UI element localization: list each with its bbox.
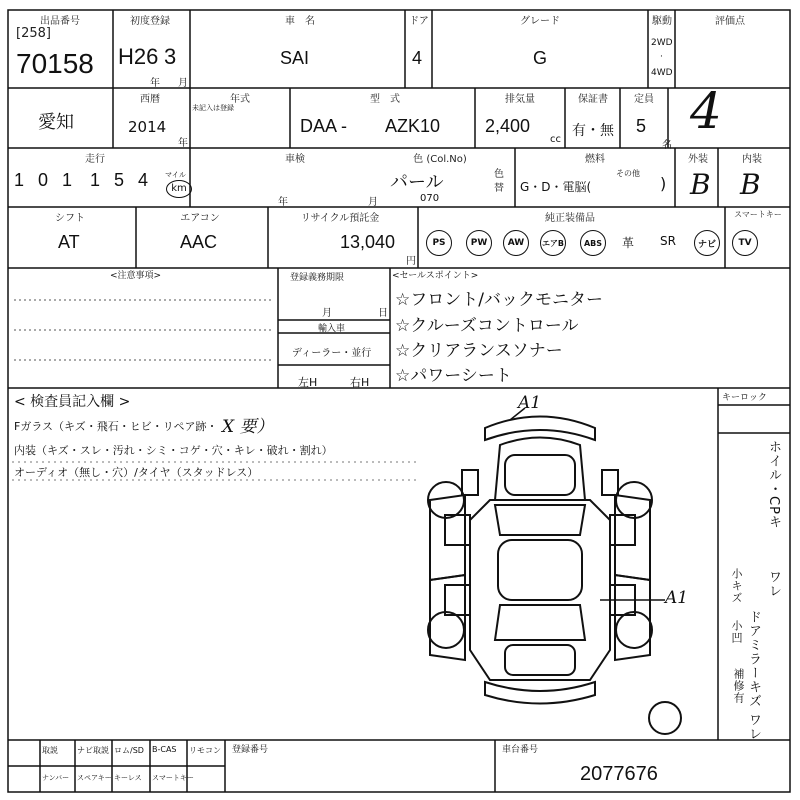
keyless-header: スマートキー — [728, 209, 788, 220]
capacity-unit: 名 — [662, 140, 672, 151]
month-unit: 月 — [178, 78, 188, 89]
chassis-number: 2077676 — [580, 763, 658, 785]
reg-number-label: 登録番号 — [232, 745, 269, 755]
reg-month: 3 — [164, 44, 177, 69]
mileage-digit: 5 — [114, 170, 125, 190]
side-note: 小キズ — [730, 568, 743, 604]
mileage-digit: 0 — [38, 170, 49, 190]
shift-header: シフト — [45, 209, 95, 224]
interior-grade: B — [740, 168, 761, 201]
footer-cell: B-CAS — [152, 745, 177, 754]
recycle-unit: 円 — [406, 256, 416, 267]
footer-cell: ロム/SD — [114, 746, 144, 755]
footer-cell: スペアキー — [77, 774, 112, 782]
lot-prefix: [258] — [16, 26, 51, 41]
drive-2wd: 2WD — [651, 38, 673, 48]
sales-header: <セールスポイント> — [392, 271, 479, 281]
expiry-day: 日 — [378, 308, 388, 319]
sales-point: ☆パワーシート — [395, 366, 512, 386]
side-note: 小凹 — [730, 620, 743, 644]
footer-cell: リモコン — [189, 746, 221, 755]
car-name: SAI — [280, 48, 310, 68]
sales-point: ☆クルーズコントロール — [395, 316, 579, 336]
footer-cell: ナビ取説 — [77, 746, 109, 755]
doors-header: ドア — [407, 12, 431, 27]
caution-header: <注意事項> — [110, 271, 162, 281]
interior-line: 内装（キズ・スレ・汚れ・シミ・コゲ・穴・キレ・破れ・割れ） — [14, 444, 333, 457]
equip-pw: PW — [466, 230, 492, 256]
chassis-code: AZK10 — [385, 116, 441, 136]
mileage-digit: 1 — [14, 170, 25, 190]
sales-point: ☆フロント/バックモニター — [395, 290, 603, 310]
equip-leather: 革 — [622, 236, 635, 250]
model-header: 型 式 — [355, 90, 415, 105]
expiry-month: 月 — [322, 308, 332, 319]
score-value: 4 — [690, 82, 722, 140]
side-note: ドアミラーキズ ワレ — [746, 610, 761, 742]
car-name-header: 車 名 — [270, 12, 330, 27]
recycle-amount: 13,040 — [340, 232, 396, 252]
mileage-digit: 1 — [62, 170, 73, 190]
keylock-label: キーロック — [722, 393, 767, 403]
footer-blank — [14, 745, 21, 755]
displacement: 2,400 — [485, 116, 531, 136]
insp-month-unit: 月 — [368, 197, 378, 208]
drive-sep: · — [660, 52, 663, 62]
warranty: 有・無 — [572, 123, 614, 139]
lot-header: 出品番号 — [30, 12, 90, 27]
glass-line: Fガラス（キズ・飛石・ヒビ・リペア跡・ — [14, 420, 218, 433]
capacity-header: 定員 — [625, 90, 663, 105]
equip-abs: ABS — [580, 230, 606, 256]
steering-left: 左H — [298, 376, 318, 389]
insp-year-unit: 年 — [278, 197, 288, 208]
exterior-header: 外装 — [680, 150, 716, 165]
chassis-number-label: 車台番号 — [502, 745, 539, 755]
color-value: パール — [390, 172, 444, 192]
doors: 4 — [412, 48, 423, 68]
inspection-header: 車検 — [270, 150, 320, 165]
side-damage-mark: A1 — [665, 588, 689, 608]
expiry-header: 登録義務期限 — [290, 273, 345, 283]
era-year: H26 — [118, 44, 159, 69]
side-note: ワレ — [766, 570, 781, 598]
fuel-header: 燃料 — [570, 150, 620, 165]
mile-unit: マイル — [165, 171, 186, 179]
color-header: 色 (Col.No) — [400, 150, 480, 165]
mileage-digit: 1 — [90, 170, 101, 190]
steering-right: 右H — [350, 376, 370, 389]
footer-cell: キーレス — [114, 774, 142, 782]
score-header: 評価点 — [690, 12, 770, 27]
footer-cell: スマートキー — [152, 774, 194, 782]
equip-navi: ナビ — [694, 230, 720, 256]
year-unit-2: 年 — [178, 138, 188, 149]
mileage-digit: 4 — [138, 170, 149, 190]
western-year-header: 西暦 — [125, 90, 175, 105]
equip-airbag: エアB — [540, 230, 566, 256]
audio-line: オーディオ（無し・穴）/タイヤ（スタッドレス） — [14, 466, 259, 479]
equip-ps: PS — [426, 230, 452, 256]
year-unit: 年 — [150, 78, 160, 89]
first-reg-header: 初度登録 — [120, 12, 180, 27]
displacement-header: 排気量 — [495, 90, 545, 105]
import-note: 未記入は登録 — [192, 104, 234, 112]
color-no: 070 — [420, 193, 440, 204]
front-damage-mark: A1 — [518, 393, 542, 413]
equip-tv: TV — [732, 230, 758, 256]
recycle-header: リサイクル預託金 — [285, 209, 395, 224]
ac-value: AAC — [180, 232, 218, 252]
model-year-header: 年式 — [215, 90, 265, 105]
import-header: 輸入車 — [318, 324, 346, 334]
side-note: ホイル・CPキ — [766, 440, 781, 529]
inspector-title: < 検査員記入欄 > — [14, 394, 131, 410]
dealer-parallel: ディーラー・並行 — [292, 348, 372, 359]
footer-cell: 取説 — [42, 746, 58, 755]
side-note: 補修有 — [732, 668, 745, 704]
grade-header: グレード — [500, 12, 580, 27]
footer-cell: ナンバー — [42, 774, 70, 782]
capacity: 5 — [636, 116, 647, 136]
equip-sr: SR — [660, 234, 676, 248]
fuel-other: その他 — [616, 169, 640, 178]
color-change: 色替 — [494, 169, 504, 194]
lot-number: 70158 — [16, 48, 94, 79]
glass-mark: X 要） — [222, 417, 274, 437]
km-unit: km — [166, 180, 192, 198]
fuel-paren: ) — [660, 174, 667, 193]
western-year: 2014 — [128, 118, 167, 136]
equipment-header: 純正装備品 — [520, 209, 620, 224]
region: 愛知 — [38, 112, 74, 132]
mileage-header: 走行 — [70, 150, 120, 165]
equip-aw: AW — [503, 230, 529, 256]
exterior-grade: B — [690, 168, 711, 201]
ac-header: エアコン — [170, 209, 230, 224]
interior-header: 内装 — [722, 150, 782, 165]
cc-unit: cc — [550, 134, 561, 145]
warranty-header: 保証書 — [570, 90, 616, 105]
grade: G — [533, 48, 548, 68]
drive-header: 駆動 — [650, 12, 674, 27]
drive-4wd: 4WD — [651, 68, 673, 78]
shift-value: AT — [58, 232, 80, 252]
sales-point: ☆クリアランスソナー — [395, 341, 563, 361]
fuel-options: G・D・電脳( — [520, 180, 592, 194]
chassis-prefix: DAA - — [300, 116, 348, 136]
